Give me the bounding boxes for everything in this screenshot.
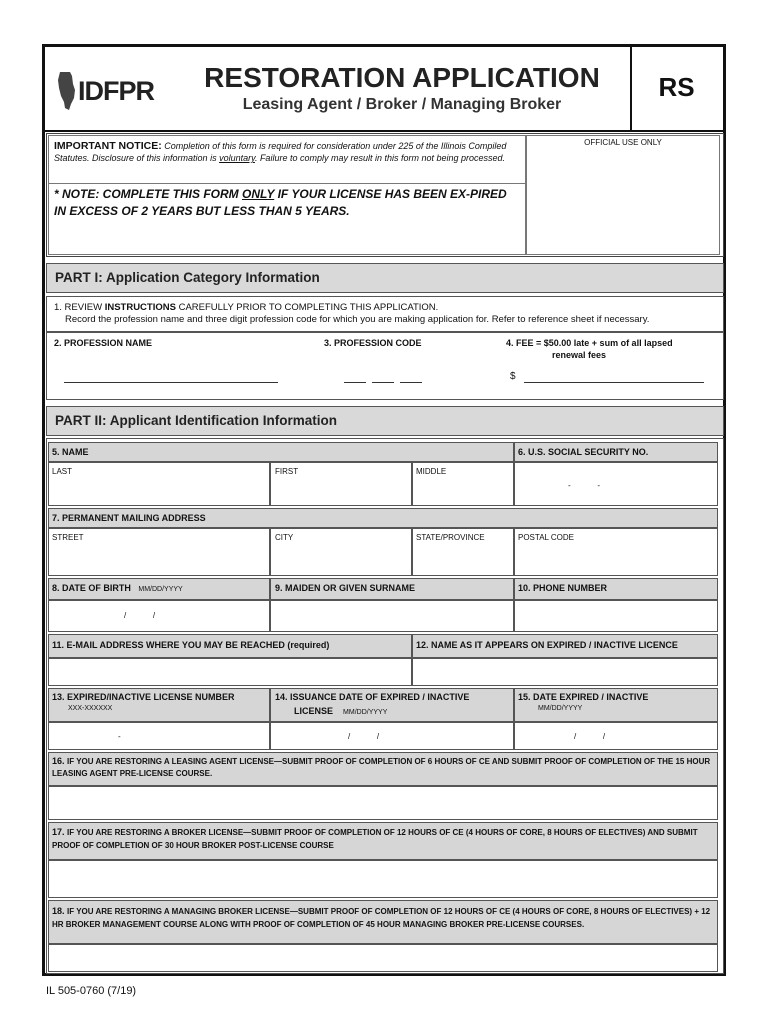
item18-text [52,905,714,931]
note-part-2: IF YOUR LICENSE HAS BEEN EX-PIRED IN EXCESS OF 2 YEARS BUT LESS THAN 5 YEARS. [54,187,507,218]
ssn-label: 6. U.S. SOCIAL SECURITY NO. [518,447,649,457]
item17-input[interactable] [48,860,718,898]
official-use-label: OFFICIAL USE ONLY [584,138,662,147]
header-divider [45,130,723,132]
note-only: ONLY [242,187,275,201]
email-input[interactable] [48,658,412,686]
email-label: 11. E-MAIL ADDRESS WHERE YOU MAY BE REACHED (required) [52,640,330,650]
item18-body: IF YOU ARE RESTORING A MANAGING BROKER LICENSE—SUBMIT PROOF OF COMPLETION OF 12 HOURS OF CE (4 HOURS OF CORE, 8 HOURS OF ELECTIVES) + 12 HR BROKER MANAGEMENT COURSE ALONG WITH PROOF OF COMPLETION OF 45 HOUR MANAGING BROKER PRE-LICENSE COURSES. [52,907,711,929]
form-title: RESTORATION APPLICATION [204,62,600,93]
fee-label-2: renewal fees [552,350,607,360]
ssn-input[interactable] [514,462,718,506]
item17-number: 17. [52,827,68,837]
item1-c: CAREFULLY PRIOR TO COMPLETING THIS APPLICATION. [175,302,439,313]
expired-date-label: 15. DATE EXPIRED / INACTIVE [518,692,649,702]
part2-header: PART II: Applicant Identification Information [46,406,724,436]
profession-code-digit-1[interactable] [344,382,366,383]
notice-separator [48,183,526,184]
maiden-input[interactable] [270,600,514,632]
issuance-label: 14. ISSUANCE DATE OF EXPIRED / INACTIVE [275,692,470,702]
expired-date-separators: / / [574,732,606,741]
city-label: CITY [275,533,294,542]
note-text [54,186,514,220]
phone-input[interactable] [514,600,718,632]
expired-date-format: MM/DD/YYYY [538,705,583,712]
item1-a: 1. REVIEW [54,302,105,313]
profession-code-digit-3[interactable] [400,382,422,383]
official-use-box [526,135,720,255]
item1-instructions: INSTRUCTIONS [104,302,176,313]
issuance-label-2 [294,706,387,716]
middle-label: MIDDLE [416,467,447,476]
fee-label: 4. FEE = $50.00 late + sum of all lapsed [506,338,673,348]
dob-label-text: 8. DATE OF BIRTH [52,583,131,593]
notice-text-2: . Failure to comply may result in this form not being processed. [254,153,506,163]
address-label: 7. PERMANENT MAILING ADDRESS [52,513,206,523]
item16-body: IF YOU ARE RESTORING A LEASING AGENT LICENSE—SUBMIT PROOF OF COMPLETION OF 6 HOURS OF CE AND SUBMIT PROOF OF COMPLETION OF THE 15 HOUR LEASING AGENT PRE-LICENSE COURSE. [52,757,711,778]
expired-name-label: 12. NAME AS IT APPEARS ON EXPIRED / INACTIVE LICENCE [416,640,678,650]
item16-number: 16. [52,756,68,766]
part1-item1-line2: Record the profession name and three digit profession code for which you are making application for. Refer to reference sheet if necessary. [65,314,650,325]
notice-voluntary: voluntary [219,153,255,163]
last-label: LAST [52,467,73,476]
item18-input[interactable] [48,944,718,972]
license-number-input[interactable] [48,722,270,750]
note-part-1: * NOTE: COMPLETE THIS FORM [54,187,242,201]
notice-label: IMPORTANT NOTICE: [54,140,162,152]
street-label: STREET [52,533,84,542]
part1-header: PART I: Application Category Information [46,263,724,293]
license-number-format: XXX-XXXXXX [68,705,113,712]
issuance-license-word: LICENSE [294,706,334,716]
profession-code-label: 3. PROFESSION CODE [324,338,422,348]
item17-body: IF YOU ARE RESTORING A BROKER LICENSE—SUBMIT PROOF OF COMPLETION OF 12 HOURS OF CE (4 HOURS OF CORE, 8 HOURS OF ELECTIVES) AND SUBMIT PROOF OF COMPLETION OF 30 HOUR BROKER POST-LICENSE COURSE [52,828,698,850]
dob-label [52,583,183,593]
license-number-separator: - [118,732,121,741]
important-notice [54,140,522,164]
notice-text-1: Completion of this form is required for consideration under 225 of the Illinois Compiled Statutes. Disclosure of this information is [54,141,507,163]
issuance-date-separators: / / [348,732,380,741]
ssn-separators: - - [568,481,600,490]
dob-format: MM/DD/YYYY [138,586,183,593]
first-label: FIRST [275,467,299,476]
item18-number: 18. [52,906,68,916]
issuance-format: MM/DD/YYYY [343,709,388,716]
phone-label: 10. PHONE NUMBER [518,583,608,593]
expired-date-input[interactable] [514,722,718,750]
state-label: STATE/PROVINCE [416,533,485,542]
item16-text [52,755,714,780]
last-name-input[interactable] [48,462,270,506]
license-number-label: 13. EXPIRED/INACTIVE LICENSE NUMBER [52,692,235,702]
dob-separators: / / [124,611,156,620]
item17-text [52,826,714,852]
form-id: IL 505-0760 (7/19) [46,985,137,997]
issuance-date-input[interactable] [270,722,514,750]
item16-input[interactable] [48,786,718,820]
form-subtitle: Leasing Agent / Broker / Managing Broker [242,96,562,113]
name-label: 5. NAME [52,447,89,457]
fee-input[interactable] [524,382,704,383]
name-header [48,442,514,462]
expired-name-input[interactable] [412,658,718,686]
part1-item1-line1 [54,302,438,313]
maiden-label: 9. MAIDEN OR GIVEN SURNAME [275,583,416,593]
profession-name-label: 2. PROFESSION NAME [54,338,153,348]
form-code: RS [658,72,695,102]
postal-label: POSTAL CODE [518,533,575,542]
agency-logo-text: IDFPR [78,76,154,106]
profession-name-input[interactable] [64,382,278,383]
fee-dollar-sign: $ [510,371,516,382]
dob-input[interactable] [48,600,270,632]
profession-code-digit-2[interactable] [372,382,394,383]
